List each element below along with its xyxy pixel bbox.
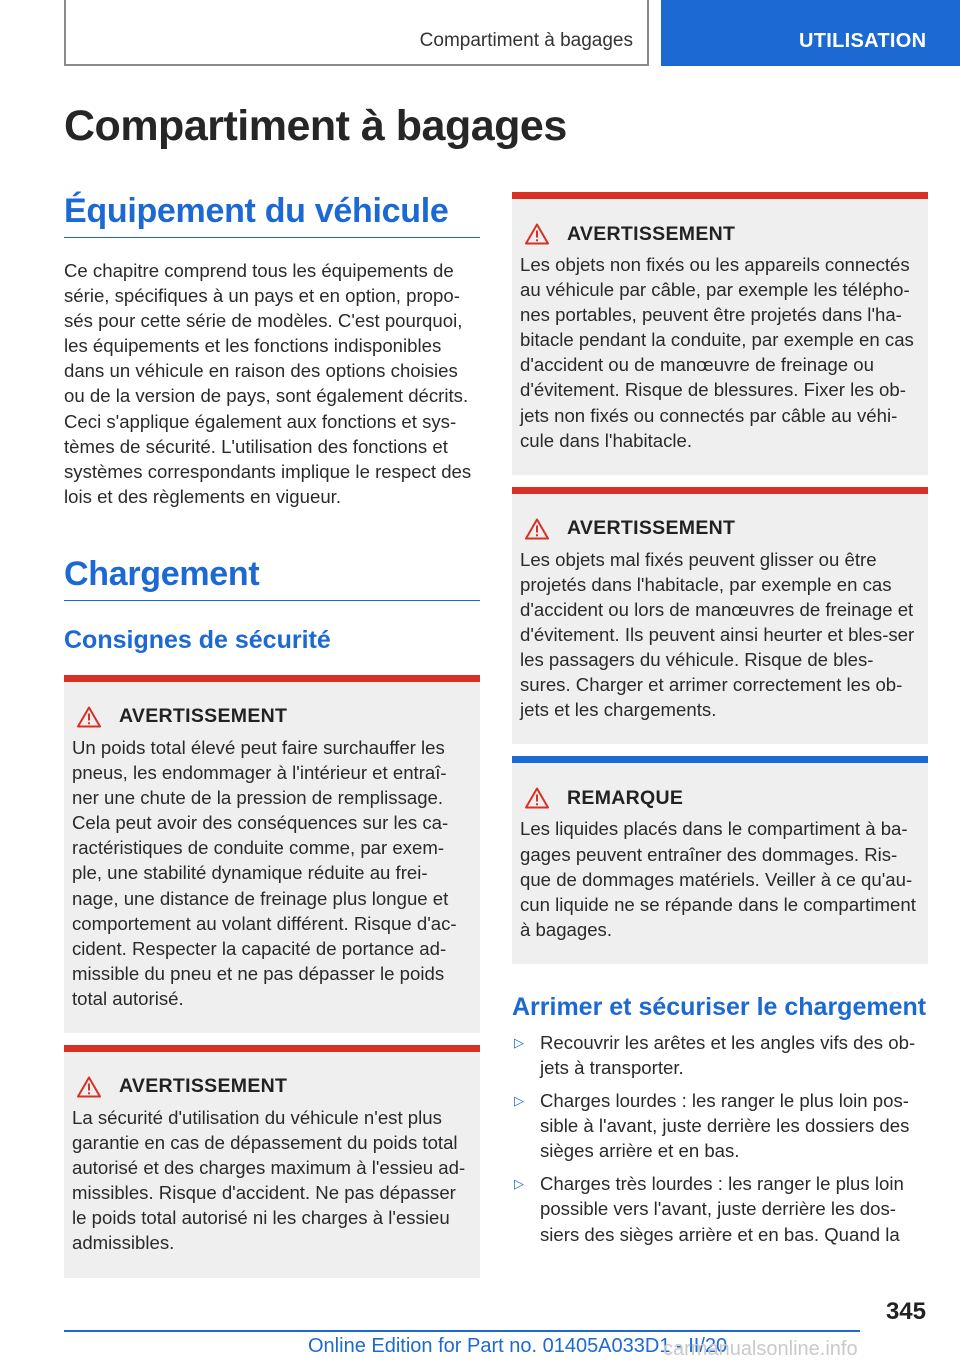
list-item-text: Charges très lourdes : les ranger le plus loin possible vers l'avant, juste derrière les dos-siers des sièges arrière et en bas. Quand la [540, 1173, 904, 1245]
warning-text: La sécurité d'utilisation du véhicule n'est plus garantie en cas de dépassement du poids total autorisé et des charges maximum à l'essieu ad-missibles. Risque d'accident. Ne pas dépasser le poids total autorisé ni les charges à l'essieu admissibles. [72, 1106, 466, 1254]
warning-label: AVERTISSEMENT [119, 705, 288, 728]
note-text: Les liquides placés dans le compartiment à ba-gages peuvent entraîner des dommages. Ris-que de dommages matériels. Veiller à ce qu'au-cun liquide ne se répande dans le compartiment à bagages. [520, 818, 916, 940]
warning-box-3 [512, 192, 928, 475]
watermark: carmanualsonline.info [663, 1338, 858, 1360]
footer-divider [64, 1330, 860, 1332]
page-number: 345 [885, 1298, 926, 1325]
secure-load-list [512, 1030, 928, 1247]
header-section-tab [64, 0, 649, 66]
header-section-title: Compartiment à bagages [419, 30, 633, 51]
warning-box-2 [64, 1045, 480, 1278]
bullet-arrow-icon: ▷ [514, 1176, 524, 1192]
note-label: REMARQUE [567, 786, 684, 809]
heading-safety: Consignes de sécurité [64, 625, 331, 654]
note-box [512, 756, 928, 963]
list-item [512, 1030, 928, 1080]
footer-edition: Online Edition for Part no. 01405A033D1 - II/20 [308, 1335, 728, 1357]
warning-label: AVERTISSEMENT [567, 222, 736, 245]
header-chapter-tab [661, 0, 960, 66]
header-chapter-title: UTILISATION [799, 30, 927, 52]
warning-box-4 [512, 487, 928, 745]
heading-secure-load: Arrimer et sécuriser le chargement [512, 992, 927, 1021]
heading-loading: Chargement [64, 555, 480, 601]
left-column [64, 192, 480, 1278]
warning-triangle-icon [77, 706, 101, 728]
warning-box-1 [64, 675, 480, 1033]
warning-triangle-icon [525, 223, 549, 245]
list-item [512, 1088, 928, 1163]
right-column [512, 192, 928, 1255]
warning-text: Un poids total élevé peut faire surchauffer les pneus, les endommager à l'intérieur et entraî-ner une chute de la pression de remplissage. Cela peut avoir des conséquences sur les ca-ractéristiques de conduite comme, par exem-ple, une stabilité dynamique réduite au frei-nage, une distance de freinage plus longue et comportement au volant différent. Risque d'ac-cident. Respecter la capacité de portance ad-missible du pneu et ne pas dépasser le poids total autorisé. [72, 736, 457, 1009]
bullet-arrow-icon: ▷ [514, 1034, 524, 1050]
warning-text: Les objets mal fixés peuvent glisser ou être projetés dans l'habitacle, par exemple en cas d'accident ou lors de manœuvres de freinage et d'évitement. Ils peuvent ainsi heurter et bles-ser les passagers du véhicule. Risque de bles-sures. Charger et arrimer correctement les ob-jets et les chargements. [520, 548, 915, 721]
list-item [512, 1171, 928, 1246]
note-triangle-icon [525, 787, 549, 809]
heading-equipment: Équipement du véhicule [64, 192, 480, 238]
warning-triangle-icon [77, 1076, 101, 1098]
list-item-text: Recouvrir les arêtes et les angles vifs des ob-jets à transporter. [540, 1031, 916, 1078]
bullet-arrow-icon: ▷ [514, 1093, 524, 1109]
page-title: Compartiment à bagages [64, 102, 567, 150]
list-item-text: Charges lourdes : les ranger le plus loin pos-sible à l'avant, juste derrière les dossiers des sièges arrière et en bas. [540, 1090, 910, 1162]
warning-label: AVERTISSEMENT [567, 517, 736, 540]
equipment-paragraph: Ce chapitre comprend tous les équipements de série, spécifiques à un pays et en option, propo-sés pour cette série de modèles. C'est pourquoi, les équipements et les fonctions indisponibles dans un véhicule en raison des options choisies ou de la version de pays, sont également décrits. Ceci s'applique également aux fonctions et sys-tèmes de sécurité. L'utilisation des fonctions et systèmes correspondants implique le respect des lois et des règlements en vigueur. [64, 260, 472, 507]
warning-triangle-icon [525, 518, 549, 540]
warning-label: AVERTISSEMENT [119, 1075, 288, 1098]
warning-text: Les objets non fixés ou les appareils connectés au véhicule par câble, par exemple les télépho-nes portables, peuvent être projetés dans l'ha-bitacle pendant la conduite, par exemple en cas d'accident ou de manœuvre de freinage ou d'évitement. Risque de blessures. Fixer les ob-jets non fixés ou connectés par câble au véhi-cule dans l'habitacle. [520, 254, 914, 451]
